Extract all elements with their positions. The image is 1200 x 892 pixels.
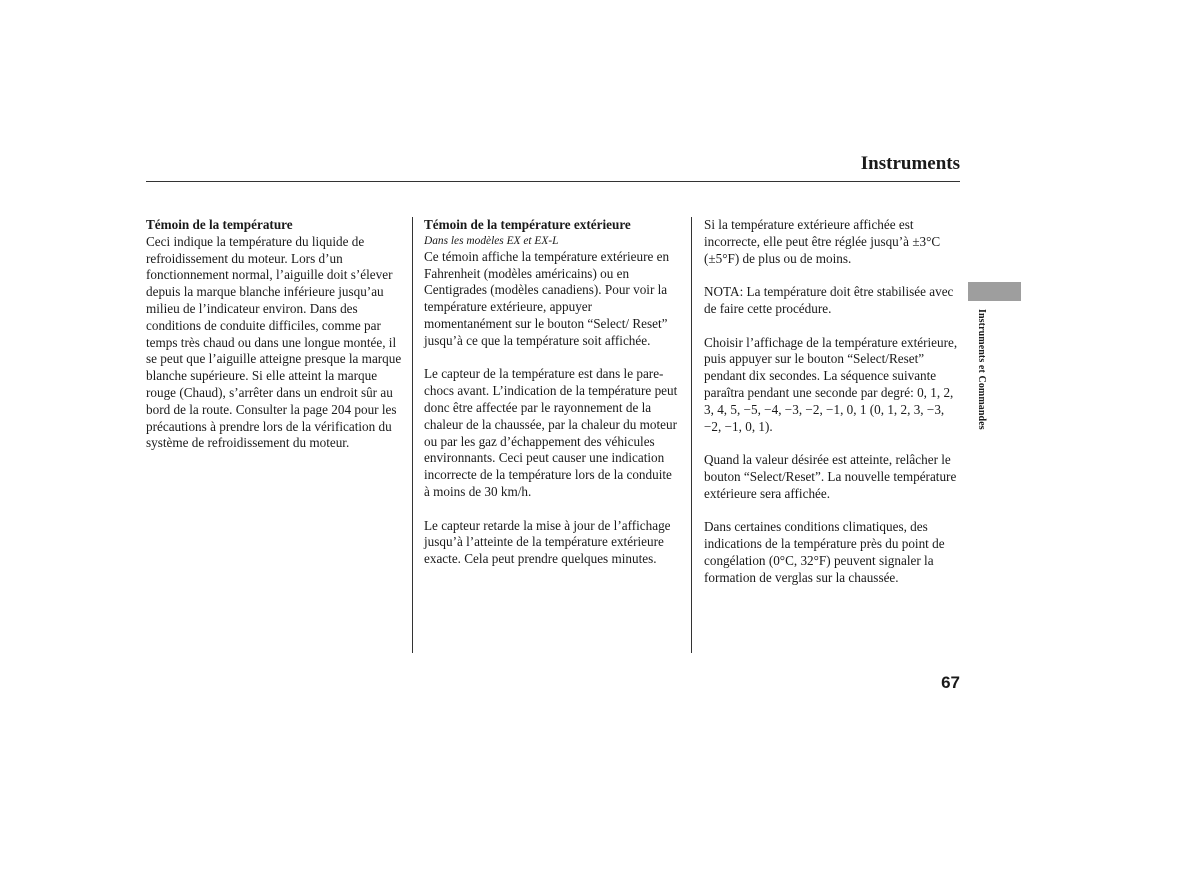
page-number: 67: [941, 673, 960, 692]
section-tab-marker: [968, 282, 1021, 301]
section-heading-outside-temperature: Témoin de la température extérieure: [424, 217, 631, 232]
column-coolant-temperature: [146, 217, 402, 469]
column-divider: [412, 217, 413, 653]
paragraph: Dans certaines conditions climatiques, des indications de la température près du point de congélation (0°C, 32°F) peuvent signaler la formation de verglas sur la chaussée.: [704, 519, 945, 585]
model-note: Dans les modèles EX et EX-L: [424, 234, 559, 247]
paragraph: Ceci indique la température du liquide de refroidissement du moteur. Lors d’un fonctionnement normal, l’aiguille doit s’élever depuis la marque blanche inférieure jusqu’au milieu de l’indicateur environ. Dans des conditions de conduite difficiles, comme par temps très chaud ou dans une longue montée, il se peut que l’aiguille atteigne presque la marque blanche supérieure. Si elle atteint la marque rouge (Chaud), s’arrêter dans un endroit sûr au bord de la route. Consulter la page 204 pour les précautions à prendre lors de la vérification du système de refroidissement du moteur.: [146, 233, 402, 451]
section-heading-coolant-temperature: Témoin de la température: [146, 217, 293, 232]
paragraph: Le capteur retarde la mise à jour de l’affichage jusqu’à l’atteinte de la température extérieure exacte. Cela peut prendre quelques minutes.: [424, 517, 671, 567]
column-divider: [691, 217, 692, 653]
column-adjustment: [704, 217, 960, 603]
paragraph: Ce témoin affiche la température extérieure en Fahrenheit (modèles américains) ou en Centigrades (modèles canadiens). Pour voir la température extérieure, appuyer momentanément sur le bouton “Select/ Reset” jusqu’à ce que la température soit affichée.: [424, 248, 670, 348]
paragraph: NOTA: La température doit être stabilisée avec de faire cette procédure.: [704, 284, 954, 316]
column-outside-temperature: [424, 217, 680, 585]
paragraph: Le capteur de la température est dans le pare-chocs avant. L’indication de la température peut donc être affectée par le rayonnement de la chaleur de la chaussée, par la chaleur du moteur ou par les gaz d’échappement des véhicules environnants. Ceci peut causer une indication incorrecte de la température lors de la conduite à moins de 30 km/h.: [424, 366, 678, 499]
page-title: Instruments: [860, 153, 960, 174]
paragraph: Choisir l’affichage de la température extérieure, puis appuyer sur le bouton “Select/Reset” pendant dix secondes. La séquence suivante paraîtra pendant une seconde par degré: 0, 1, 2, 3, 4, 5, −5, −4, −3, −2, −1, 0, 1 (0, 1, 2, 3, −3, −2, −1, 0, 1).: [704, 334, 958, 434]
section-side-label: Instruments et Commandes: [976, 309, 987, 430]
paragraph: Quand la valeur désirée est atteinte, relâcher le bouton “Select/Reset”. La nouvelle température extérieure sera affichée.: [704, 452, 957, 501]
page-header: [146, 153, 960, 182]
paragraph: Si la température extérieure affichée est incorrecte, elle peut être réglée jusqu’à ±3°C (±5°F) de plus ou de moins.: [704, 217, 941, 266]
